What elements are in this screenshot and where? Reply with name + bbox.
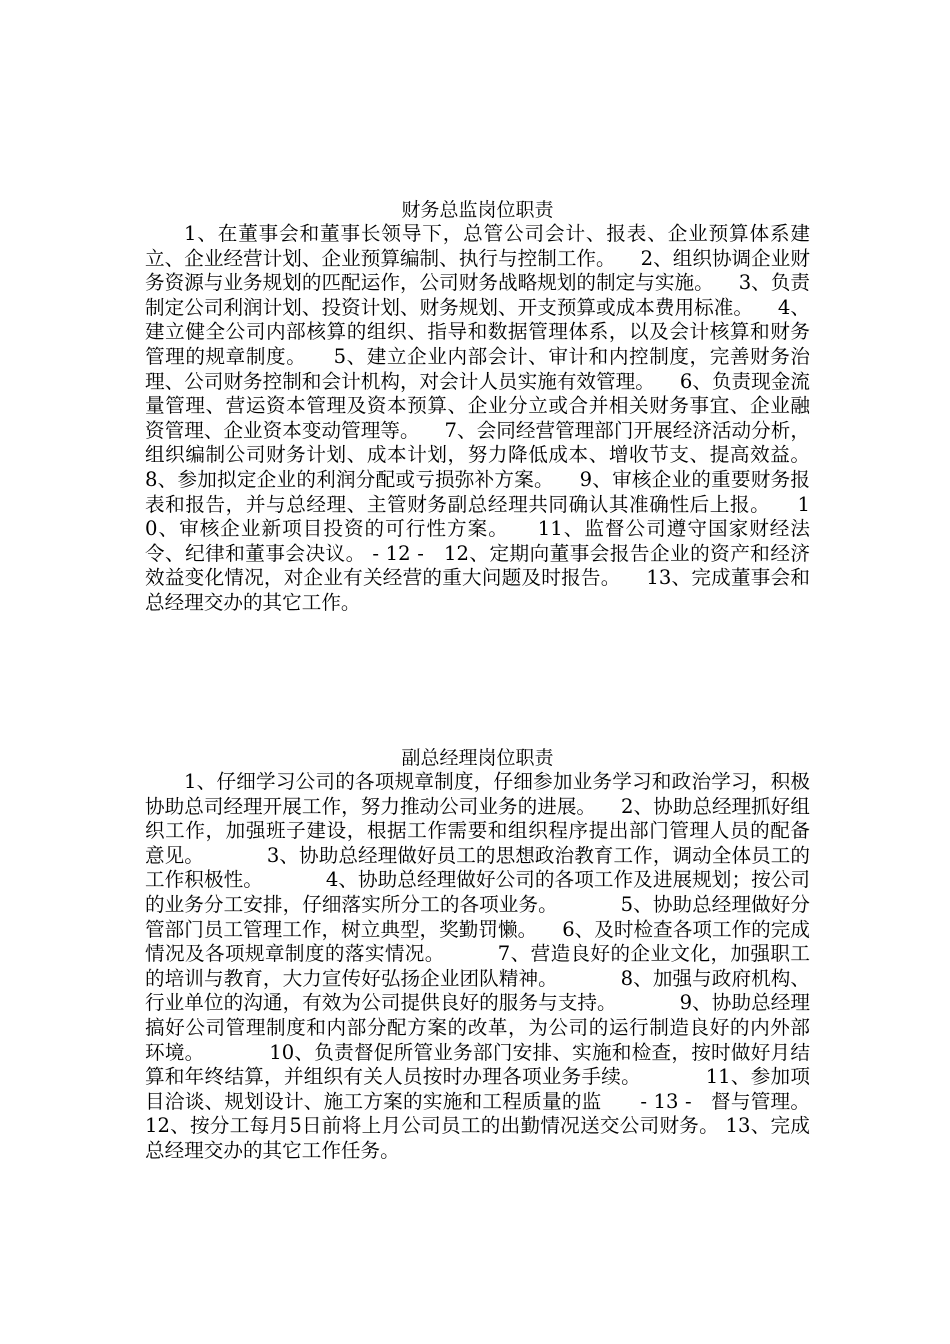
vice-gm-duties-section [145, 746, 817, 1164]
cfo-duties-body: 1、在董事会和董事长领导下，总管公司会计、报表、企业预算体系建立、企业经营计划、企业预算编制、执行与控制工作。 2、组织协调企业财务资源与业务规划的匹配运作，公司财务战略规划的制定与实施。 3、负责制定公司利润计划、投资计划、财务规划、开支预算或成本费用标准。 4、建立健全公司内部核算的组织、指导和数据管理体系，以及会计核算和财务管理的规章制度。 5、建立企业内部会计、审计和内控制度，完善财务治理、公司财务控制和会计机构，对会计人员实施有效管理。 6、负责现金流量管理、营运资本管理及资本预算、企业分立或合并相关财务事宜、企业融资管理、企业资本变动管理等。 7、会同经营管理部门开展经济活动分析，组织编制公司财务计划、成本计划，努力降低成本、增收节支、提高效益。 8、参加拟定企业的利润分配或亏损弥补方案。 9、审核企业的重要财务报表和报告，并与总经理、主管财务副总经理共同确认其准确性后上报。 10、审核企业新项目投资的可行性方案。 11、监督公司遵守国家财经法令、纪律和董事会决议。 - 12 - 12、定期向董事会报告企业的资产和经济效益变化情况，对企业有关经营的重大问题及时报告。 13、完成董事会和总经理交办的其它工作。 [145, 222, 835, 614]
cfo-duties-title: 财务总监岗位职责 [401, 199, 554, 221]
cfo-duties-section [145, 198, 835, 616]
vice-gm-duties-body: 1、仔细学习公司的各项规章制度，仔细参加业务学习和政治学习，积极协助总司经理开展工作，努力推动公司业务的进展。 2、协助总经理抓好组织工作，加强班子建设，根据工作需要和组织程序提出部门管理人员的配备意见。 3、协助总经理做好员工的思想政治教育工作，调动全体员工的工作积极性。 4、协助总经理做好公司的各项工作及进展规划；按公司的业务分工安排，仔细落实所分工的各项业务。 5、协助总经理做好分管部门员工管理工作，树立典型，奖勤罚懒。 6、及时检查各项工作的完成情况及各项规章制度的落实情况。 7、营造良好的企业文化，加强职工的培训与教育，大力宣传好弘扬企业团队精神。 8、加强与政府机构、行业单位的沟通，有效为公司提供良好的服务与支持。 9、协助总经理搞好公司管理制度和内部分配方案的改革，为公司的运行制造良好的内外部环境。 10、负责督促所管业务部门安排、实施和检查，按时做好月结算和年终结算，并组织有关人员按时办理各项业务手续。 11、参加项目洽谈、规划设计、施工方案的实施和工程质量的监 - 13 - 督与管理。 12、按分工每月5日前将上月公司员工的出勤情况送交公司财务。 13、完成总经理交办的其它工作任务。 [145, 770, 817, 1162]
vice-gm-duties-title: 副总经理岗位职责 [401, 747, 554, 769]
